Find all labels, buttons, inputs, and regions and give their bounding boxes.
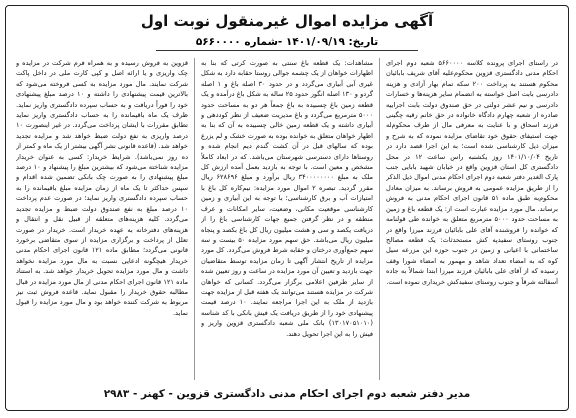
- column-divider: [379, 58, 380, 380]
- notice-frame: [5, 5, 569, 411]
- column-right: در راستای اجرای پرونده کلاسه ۵۶۶۰۰۰۰ شعبه دوم اجرای احکام مدنی دادگستری قزوین محکوم‌علیه آقای شریف بابائیان محکوم هستند به پرداخت ۲۰۰ سکه تمام بهار آزادی و هزینه دادرسی بابت اصل خواسته به انضمام سایر هزینه‌ها و خسارات دادرسی و نیم عشر دولتی در حق صندوق دولت بابت اجراییه صادره از شعبه چهارم دادگاه خانواده در حق خانم رقیه چگینی فرزند اسحاق و با عنایت به معرفی مال از طرف محکوم‌له جهت استیفای حقوق خود تقاضای مزایده نموده که به شرح و میزان ذیل کارشناسی شده است؛ به این اجرا قصد دارد در تاریخ ۱۴۰۱/۱۰/۰۴ روز یکشنبه راس ساعت ۱۲ در محل دادگستری کل استان قزوین واقع در خیابان شهید بابایی جنب پارک الغدیر دفتر شعبه دوم اجرای احکام مدنی اموال ذیل الذکر را از طریق مزایده عمومی به فروش برساند. به میزان معادل محکوم‌به طبق ماده ۵۱ قانون اجرای احکام مدنی به فروش برساند. مال مورد مزایده عبارت است از: یک قطعه باغ و زمین به مساحت حدود ۵۰۰۰ مترمربع متعلق به خوانده طی قولنامه که خوانده را فروشنده آقای علی بابائیان فرزند میرزا واقع در جنوب روستای سفیدپه کش مستحدثات: یک قطعه مصالح ساختمانی با اعیانی و زمین در جنوب حوزه این مزرعه سیل کوه که به امضاء تعداد شاهد و مهمور به امضاء شورا وقف رسیده که از آقای علی بابائیان فرزند میرزا ابتدا شمالاً به جاده آسفالته شرقاً و جنوب روستای سفیدکش خریداری نموده است.: [386, 59, 558, 286]
- notice-tracking: تاریخ: ۱۴۰۱/۰۹/۱۹ -شماره ۵۶۶۰۰۰۰: [156, 36, 418, 51]
- column-divider: [194, 58, 195, 380]
- column-middle: مشاهدات: یک قطعه باغ سنتی به صورت کرتی که بنا به اظهارات خواهان از یک چشمه جوالی روستا حقابه دارد به شکل غیری آبی آبیاری می‌گردد و در حدود ۳۰ اصله باغ و ۱ اصله گردو و ۱۳۰ اصله انگور حدود ۲۵ ساله به شکل باغ درآمده و یک قطعه زمین باغ چسبیده به باغ جمعاً هر دو به مساحت حدود ۵۰۰۰ مترمربع می‌گردد و باغ مدیریت ضعیف از نظر کوددهی و آبیاری داشته و یک قطعه زمین خالی چسبیده به آن که بنا به اظهار خواهان متعلق به خوانده بوده به صورت خشک و لم یزرع بوده که سالهای قبل در آن کشت گندم دیم انجام شده و روستاها دارای دسترسی شهرستان می‌باشد. که در ابعاد کاملاً مشخص و معین است. با توجه به بازدید بعمل آمده ارزش کل ملک به مبلغ ۳۴۰۰۰۰۰۰۰۰ ریال برآورد و مبلغ ۶۲۸۶۹۶ ریال مقرر گردید. تبصره ۲ اموال مورد مزایده: نیم‌کاره کل باغ با امتیازات آب و برق کارشناسی؛ با توجه به این آبیاری و زمین کارشناسی موقعیت مکانی، وضعیت، سایر امکانات و عرف منطقه و در نظر گرفتن جمیع جهات کارشناسی باغ را از دریافت یکصد و سی و هشت میلیون ریال کل باغ بکصد و پنجاه میلیون ریال می‌باشد. حق سهم مورد مزایده ۵۰ بیست و سه سهم جمع‌آوری درختان و حقابه شرط فروش می‌گردد. کل مورد مزایده از تاریخ انتشار آگهی تا زمان مزایده توسط متقاضیان جهت بازدید و تعیین آن مورد مزایده در ساعت و روز تعیین شده از سایر طرفین اعلامی برگزار می‌گردد. کسانی که خواهان شرکت در مزایده هستند می‌توانند یک هفته قبل از مزایده جهت بازدید از ملک به این اجرا مراجعه نمایند. ۱۰ درصد قیمت پیشنهادی خود را از طریق دریافت یک فیش بانکی با کد شناسه (۱۳۰۱۷۰۵۱۰۱۰) بانک ملی شعبه دادگستری قزوین واریز و فیش را به این اجرا تحویل دهند.: [201, 59, 373, 338]
- notice-title: آگهی مزایده اموال غیرمنقول نوبت اول: [140, 12, 434, 30]
- notice-body: [16, 58, 558, 380]
- column-left: قزوین به فروش رسیده و به همراه فرم شرکت در مزایده و چک واریزی و یا ارائه اصل و کپی کارت ملی در داخل پاکت شرکت نمایند. مال مورد مزایده به کسی فروخته می‌شود که بالاترین قیمت پیشنهادی را داشته و ۱۰ درصد مبلغ پیشنهادی خود را فوراً دریافت و به حساب سپرده دادگستری واریز نماید. ظرف یک ماه باقیمانده را به حساب دادگستری واریز نماید تطابق مقررات با ایشان پرداخت می‌گردد. در غیر اینصورت ۱۰ درصد واریزی به نفع دولت ضبط خواهد شد و مزایده تجدید خواهد شد. (قاعده قانونی نشر آگهی بیشتر از یک ماه و کمتر از ده روز نمی‌باشد). شرایط خریدار: کسی به عنوان خریدار مزایده شناخته می‌شود که بیشترین مبلغ را پیشنهاد و ۱۰ درصد مبلغ پیشنهادی را به صورت چک بانکی تضمین شده اقدام و سپس حداکثر تا یک ماه از زمان مزایده مبلغ باقیمانده را به حساب سپرده دادگستری واریز نماید؛ در صورت عدم پرداخت ۱۰ درصد مبلغ به نفع صندوق دولت ضبط و مزایده تجدید می‌گردد. کلیه هزینه‌های متعلقه از قبیل نقل و انتقال و هزینه‌های دفترخانه به عهده خریدار است. خریدار در صورت تعلل از پرداخت و برگزاری مزایده از سوی متقاضی برخورد قانونی می‌گردد؛ مطابق ماده ۱۲۱ قانون اجرای احکام مدنی خریدار هیچگونه ادعایی نسبت به مال مورد مزایده نخواهد داشت و مال مورد مزایده تحویل خریدار خواهد شد. به استناد ماده ۱۲۱ قانون اجرای احکام مدنی از مال مورد مزایده در قبال مطالبه حقوق خریدار را مقبول نماید. قاعده فروش ثبت نیز مربوط به شرکت کننده خواهد بود و مال مورد مزایده را قبول نماید.: [16, 59, 188, 317]
- notice-footer: مدیر دفتر شعبه دوم اجرای احکام مدنی دادگستری قزوین - کهنر - ۲۹۸۳: [103, 388, 471, 400]
